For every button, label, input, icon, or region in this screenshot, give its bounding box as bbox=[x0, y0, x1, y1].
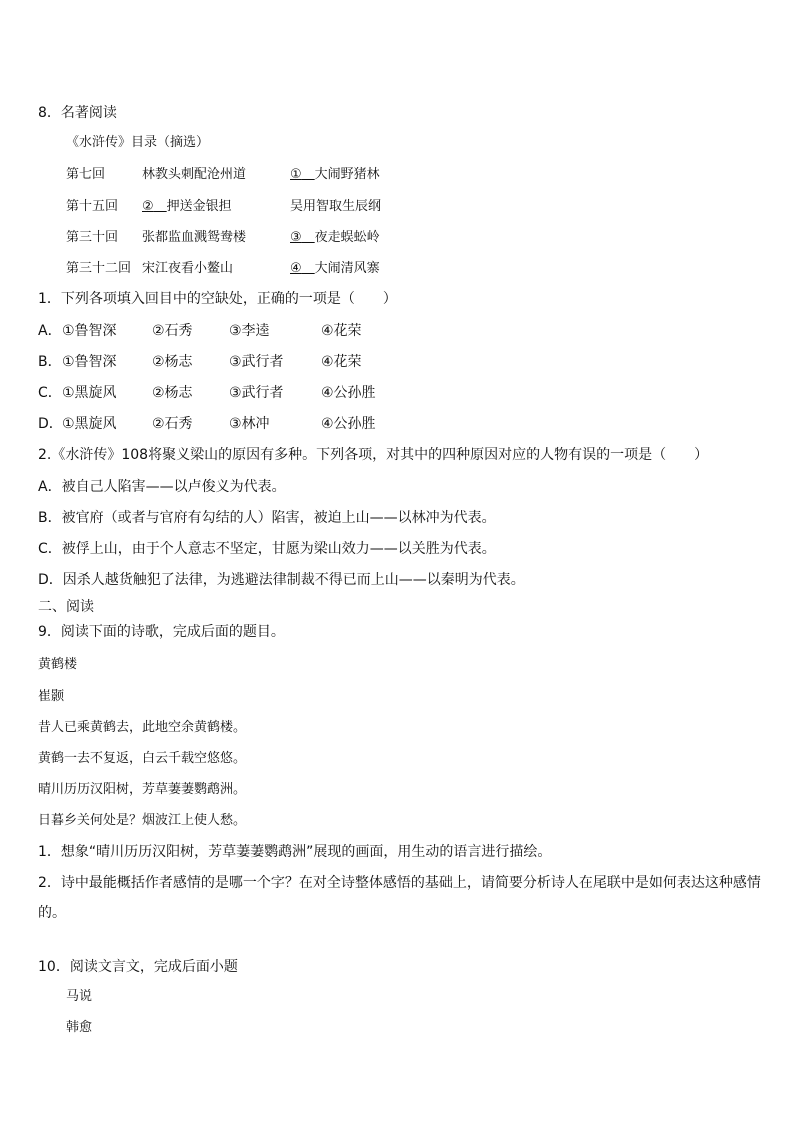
chapter-number: 第十五回 bbox=[66, 199, 119, 214]
chapter-title-right: ④ 大闹清风寨 bbox=[290, 261, 380, 276]
blank-marker: ④ bbox=[290, 261, 302, 276]
chapter-number: 第三十回 bbox=[66, 230, 119, 245]
option-line: A．被自己人陷害——以卢俊义为代表。 bbox=[38, 479, 286, 495]
option-item: ④公孙胜 bbox=[321, 416, 376, 432]
chapter-title-left: ② 押送金银担 bbox=[142, 199, 232, 214]
chapter-number: 第七回 bbox=[66, 167, 106, 182]
blank-marker: ② bbox=[142, 199, 154, 214]
option-item: ②石秀 bbox=[152, 416, 193, 432]
poem-title: 黄鹤楼 bbox=[38, 657, 78, 672]
option-item: ③武行者 bbox=[229, 385, 284, 401]
option-item: ③武行者 bbox=[229, 354, 284, 370]
poem-author: 崔颢 bbox=[38, 689, 65, 704]
option-item: ②杨志 bbox=[152, 385, 193, 401]
option-label: B． bbox=[38, 354, 62, 370]
passage-author: 韩愈 bbox=[66, 1020, 93, 1035]
option-line: C．被俘上山，由于个人意志不坚定，甘愿为梁山效力——以关胜为代表。 bbox=[38, 541, 496, 557]
chapter-title-left: 林教头刺配沧州道 bbox=[142, 167, 247, 182]
chapter-title-right: ① 大闹野猪林 bbox=[290, 167, 380, 182]
option-item: ①黑旋风 bbox=[62, 416, 117, 432]
blank-marker: ③ bbox=[290, 230, 302, 245]
sub-question-2: 2．诗中最能概括作者感情的是哪一个字？在对全诗整体感悟的基础上，请简要分析诗人在尾联中是如何表达这种感情 bbox=[38, 875, 761, 891]
passage-title: 马说 bbox=[66, 989, 93, 1004]
blank-marker: ① bbox=[290, 167, 302, 182]
option-line: D．因杀人越货触犯了法律，为逃避法律制裁不得已而上山——以秦明为代表。 bbox=[38, 572, 525, 588]
question-10-heading: 10．阅读文言文，完成后面小题 bbox=[38, 959, 238, 975]
option-label: A． bbox=[38, 323, 62, 339]
option-label: C． bbox=[38, 385, 62, 401]
option-item: ④公孙胜 bbox=[321, 385, 376, 401]
poem-line: 黄鹤一去不复返，白云千载空悠悠。 bbox=[38, 751, 247, 766]
poem-line: 昔人已乘黄鹤去，此地空余黄鹤楼。 bbox=[38, 720, 247, 735]
sub-question-2-continued: 的。 bbox=[38, 905, 66, 921]
question-8-heading: 8．名著阅读 bbox=[38, 105, 117, 121]
option-item: ③林冲 bbox=[229, 416, 270, 432]
chapter-title-left: 宋江夜看小鳌山 bbox=[142, 261, 234, 276]
poem-line: 日暮乡关何处是？烟波江上使人愁。 bbox=[38, 813, 247, 828]
option-item: ③李逵 bbox=[229, 323, 270, 339]
option-label: D． bbox=[38, 416, 63, 432]
option-item: ④花荣 bbox=[321, 323, 362, 339]
sub-question-1: 1．想象“晴川历历汉阳树，芳草萋萋鹦鹉洲”展现的画面，用生动的语言进行描绘。 bbox=[38, 844, 552, 860]
sub-question-1: 1．下列各项填入回目中的空缺处，正确的一项是（ ） bbox=[38, 291, 397, 307]
chapter-title-left: 张都监血溅鸳鸯楼 bbox=[142, 230, 247, 245]
chapter-title-right: 吴用智取生辰纲 bbox=[290, 199, 382, 214]
option-item: ①黑旋风 bbox=[62, 385, 117, 401]
poem-line: 晴川历历汉阳树，芳草萋萋鹦鹉洲。 bbox=[38, 782, 247, 797]
toc-row bbox=[66, 166, 105, 184]
question-9-heading: 9．阅读下面的诗歌，完成后面的题目。 bbox=[38, 624, 285, 640]
option-item: ②杨志 bbox=[152, 354, 193, 370]
option-item: ④花荣 bbox=[321, 354, 362, 370]
chapter-title-right: ③ 夜走蜈蚣岭 bbox=[290, 230, 380, 245]
option-item: ①鲁智深 bbox=[62, 354, 117, 370]
chapter-number: 第三十二回 bbox=[66, 261, 132, 276]
section-heading: 二、阅读 bbox=[38, 599, 94, 615]
option-item: ②石秀 bbox=[152, 323, 193, 339]
option-item: ①鲁智深 bbox=[62, 323, 117, 339]
sub-question-2: 2.《水浒传》108将聚义梁山的原因有多种。下列各项，对其中的四种原因对应的人物有误的一项是（ ） bbox=[38, 447, 709, 463]
toc-title: 《水浒传》目录（摘选） bbox=[66, 135, 210, 150]
option-line: B．被官府（或者与官府有勾结的人）陷害，被迫上山——以林冲为代表。 bbox=[38, 510, 496, 526]
